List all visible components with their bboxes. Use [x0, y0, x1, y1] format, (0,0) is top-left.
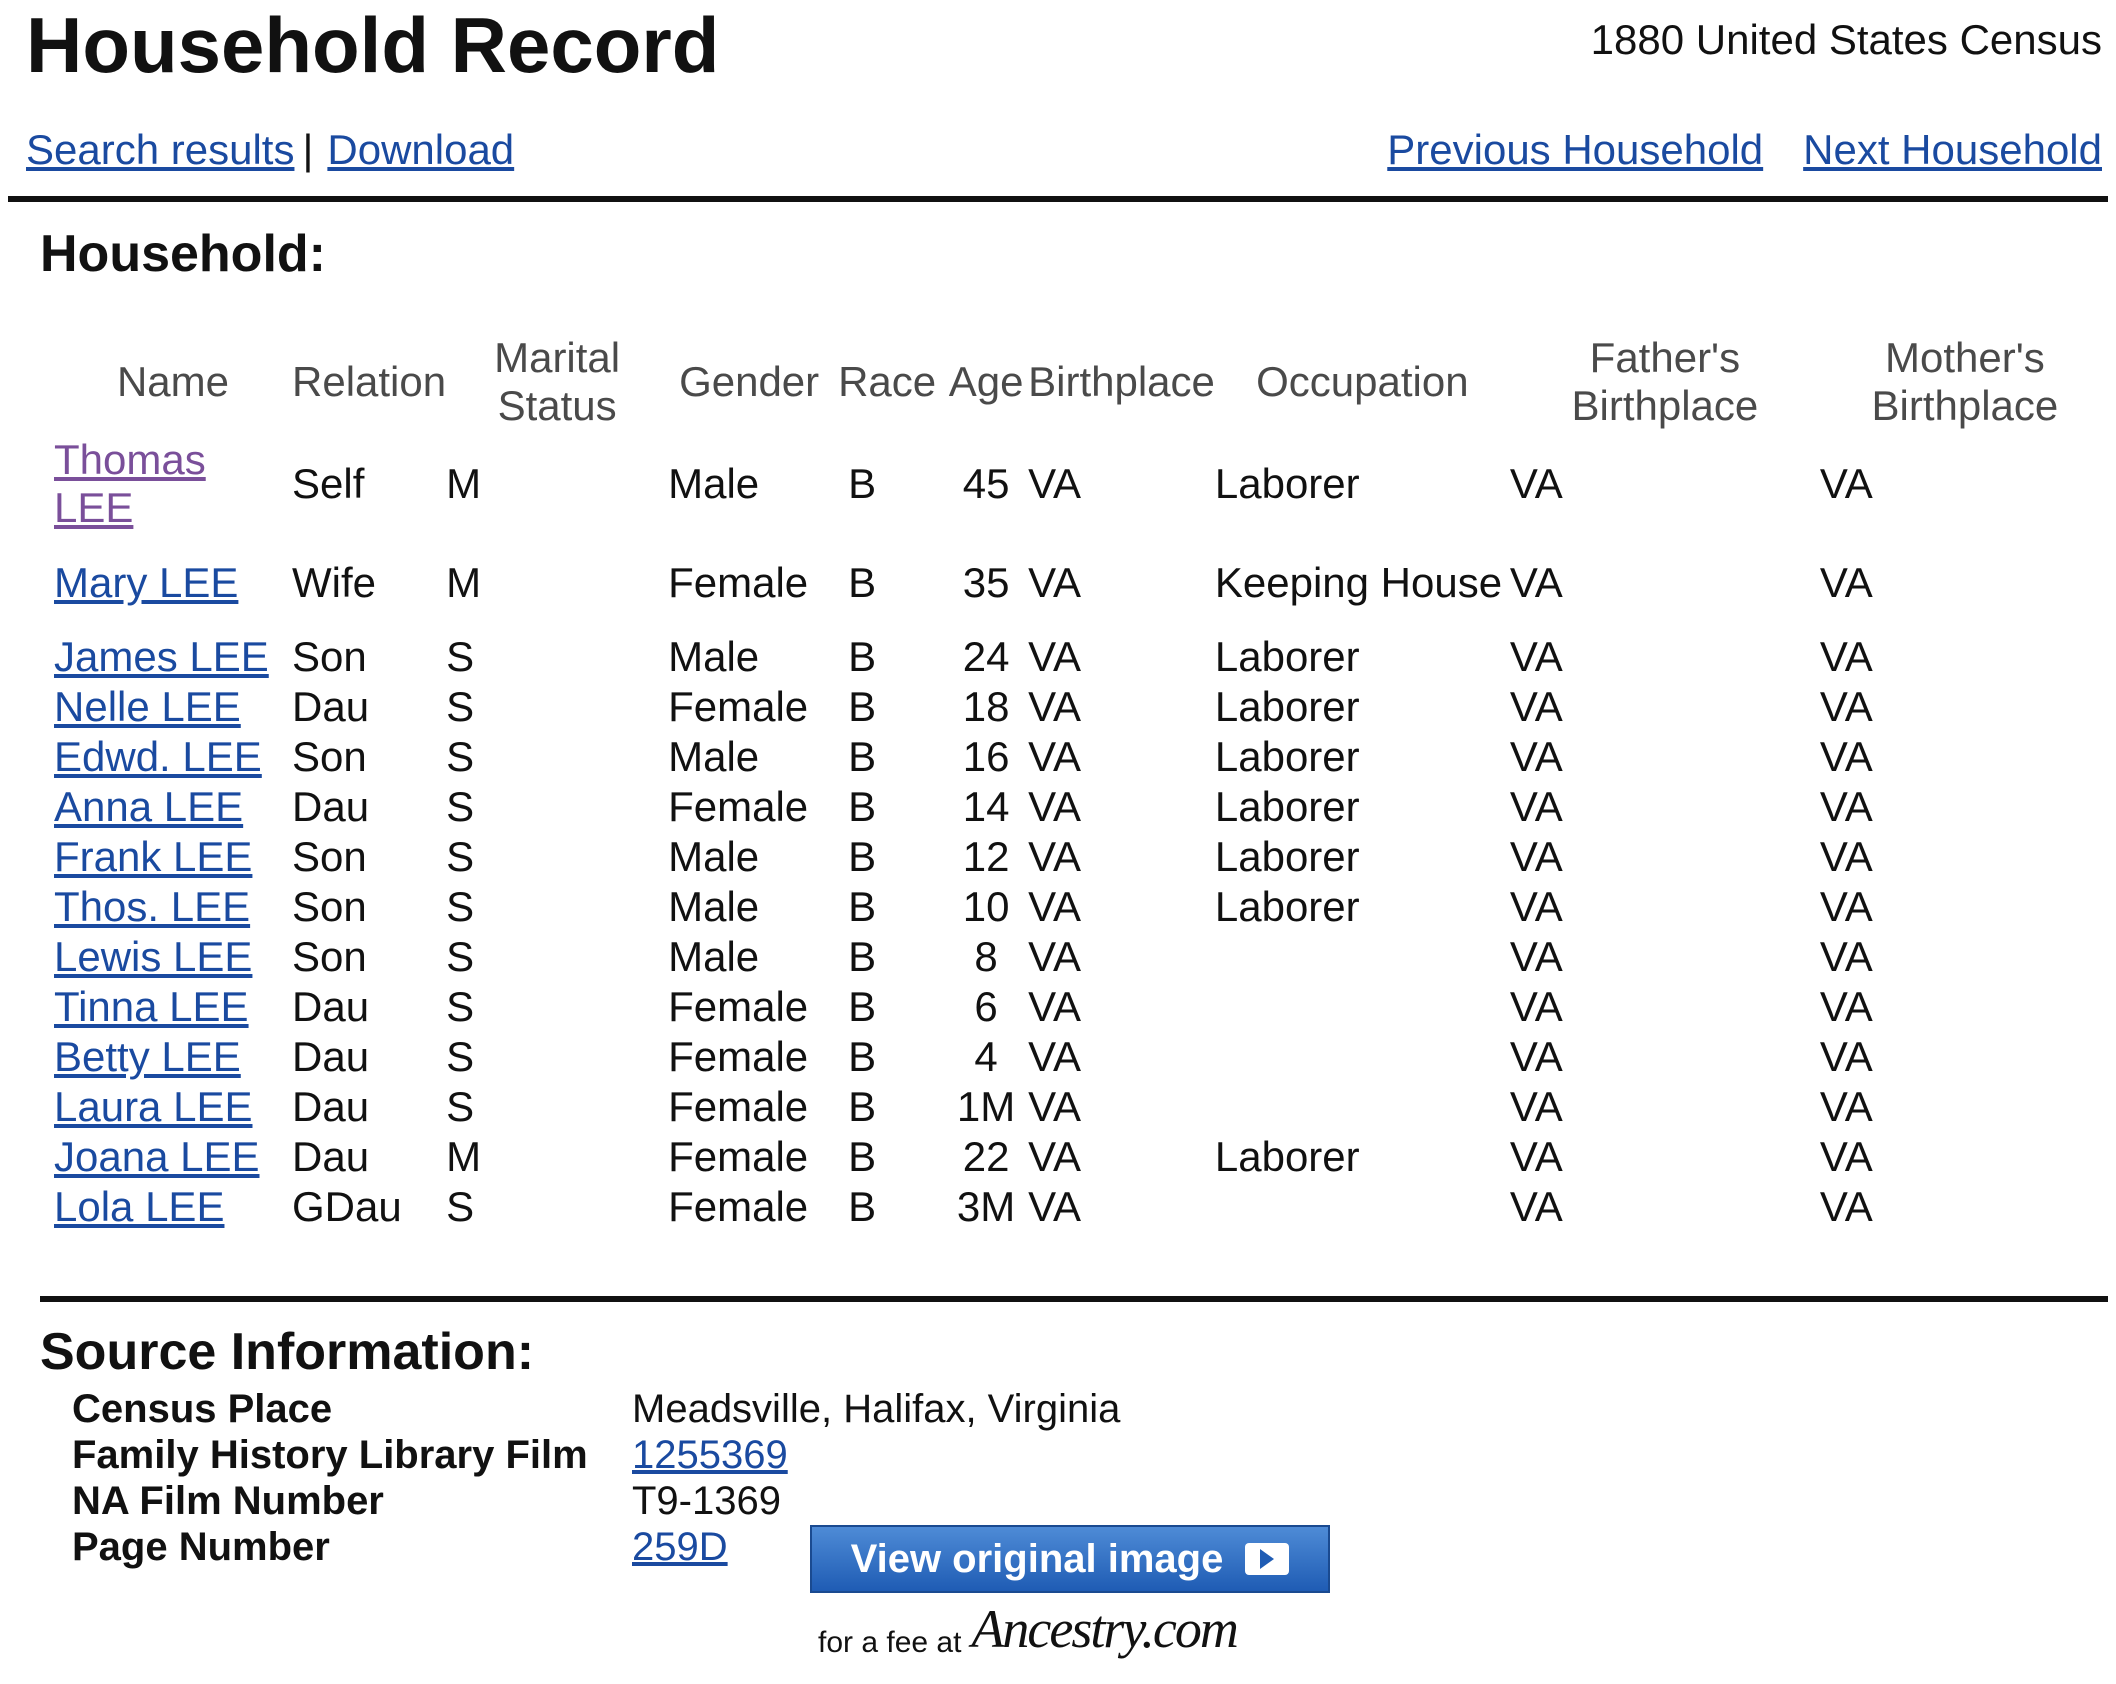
gender-cell: Male [668, 933, 760, 980]
race-cell: B [848, 983, 877, 1030]
name-cell [40, 932, 292, 982]
marital-status-cell: S [446, 733, 475, 780]
marital-status-cell: S [446, 783, 475, 830]
name-cell [40, 1082, 292, 1132]
race-cell: B [848, 1033, 877, 1080]
fhl-film-label: Family History Library Film [72, 1433, 588, 1477]
person-name-link[interactable]: Betty LEE [54, 1033, 241, 1080]
mother-birthplace-cell: VA [1819, 883, 1873, 930]
mother-birthplace-cell: VA [1819, 460, 1873, 507]
person-name-link[interactable]: Mary LEE [54, 559, 239, 606]
census-place-value: Meadsville, Halifax, Virginia [632, 1387, 1121, 1431]
col-race: Race [838, 358, 937, 405]
age-cell: 35 [962, 559, 1010, 606]
occupation-cell [1215, 932, 1510, 982]
gender-cell: Male [668, 460, 760, 507]
mother-birthplace-cell: VA [1819, 733, 1873, 780]
household-row [40, 982, 2110, 1032]
name-cell [40, 1032, 292, 1082]
view-original-image-button[interactable] [810, 1525, 1330, 1593]
age-cell: 18 [962, 683, 1010, 730]
relation-cell: Dau [292, 983, 370, 1030]
race-cell: B [848, 460, 877, 507]
name-cell [40, 1182, 292, 1232]
marital-status-cell: S [446, 1033, 475, 1080]
household-row [40, 434, 2110, 534]
household-row [40, 1182, 2110, 1232]
father-birthplace-cell: VA [1509, 460, 1563, 507]
relation-cell: Self [292, 460, 365, 507]
mother-birthplace-cell: VA [1819, 983, 1873, 1030]
household-row [40, 1132, 2110, 1182]
gender-cell: Male [668, 733, 760, 780]
name-cell [40, 782, 292, 832]
col-marital-status: Marital Status [494, 334, 621, 429]
fhl-film-link[interactable]: 1255369 [632, 1433, 788, 1477]
census-name: 1880 United States Census [1590, 16, 2102, 63]
page-number-label: Page Number [72, 1525, 330, 1569]
age-cell: 14 [962, 783, 1010, 830]
father-birthplace-cell: VA [1509, 1083, 1563, 1130]
col-gender: Gender [679, 358, 820, 405]
col-relation: Relation [292, 358, 447, 405]
mother-birthplace-cell: VA [1819, 933, 1873, 980]
occupation-cell [1215, 1032, 1510, 1082]
mother-birthplace-cell: VA [1819, 1033, 1873, 1080]
mother-birthplace-cell: VA [1819, 783, 1873, 830]
fee-text: for a fee at [818, 1626, 962, 1659]
birthplace-cell: VA [1028, 1033, 1082, 1080]
gender-cell: Female [668, 1133, 809, 1180]
relation-cell: Wife [292, 559, 376, 606]
household-row [40, 932, 2110, 982]
mother-birthplace-cell: VA [1819, 1083, 1873, 1130]
father-birthplace-cell: VA [1509, 933, 1563, 980]
marital-status-cell: S [446, 1183, 475, 1230]
na-film-value: T9-1369 [632, 1479, 781, 1523]
gender-cell: Male [668, 633, 760, 680]
household-row [40, 832, 2110, 882]
household-row [40, 1032, 2110, 1082]
age-cell: 3M [956, 1183, 1016, 1230]
source-row [72, 1432, 1120, 1478]
name-cell [40, 982, 292, 1032]
age-cell: 24 [962, 633, 1010, 680]
source-heading: Source Information: [40, 1323, 535, 1381]
nav-right [1387, 126, 2102, 174]
relation-cell: Son [292, 833, 367, 880]
col-mother-birthplace: Mother's Birthplace [1871, 334, 2059, 429]
household-row [40, 782, 2110, 832]
birthplace-cell: VA [1028, 1133, 1082, 1180]
download-link[interactable]: Download [327, 126, 515, 173]
birthplace-cell: VA [1028, 833, 1082, 880]
source-row [72, 1386, 1120, 1432]
occupation-cell: Laborer [1214, 1133, 1360, 1180]
race-cell: B [848, 633, 877, 680]
household-row [40, 632, 2110, 682]
relation-cell: Dau [292, 1083, 370, 1130]
arrow-right-icon [1245, 1543, 1289, 1575]
relation-cell: Dau [292, 1133, 370, 1180]
mother-birthplace-cell: VA [1819, 559, 1873, 606]
birthplace-cell: VA [1028, 733, 1082, 780]
race-cell: B [848, 559, 877, 606]
race-cell: B [848, 1083, 877, 1130]
mother-birthplace-cell: VA [1819, 1133, 1873, 1180]
father-birthplace-cell: VA [1509, 783, 1563, 830]
mother-birthplace-cell: VA [1819, 1183, 1873, 1230]
gender-cell: Female [668, 783, 809, 830]
marital-status-cell: S [446, 683, 475, 730]
person-name-link[interactable]: Frank LEE [54, 833, 253, 880]
occupation-cell: Laborer [1214, 460, 1360, 507]
race-cell: B [848, 733, 877, 780]
mother-birthplace-cell: VA [1819, 633, 1873, 680]
household-row [40, 1082, 2110, 1132]
mother-birthplace-cell: VA [1819, 833, 1873, 880]
household-table [40, 330, 2110, 1232]
marital-status-cell: M [446, 1133, 482, 1180]
marital-status-cell: S [446, 983, 475, 1030]
father-birthplace-cell: VA [1509, 1133, 1563, 1180]
page-title: Household Record [26, 1, 720, 89]
relation-cell: Dau [292, 1033, 370, 1080]
person-name-link[interactable]: Lewis LEE [54, 933, 253, 980]
father-birthplace-cell: VA [1509, 733, 1563, 780]
household-row [40, 682, 2110, 732]
name-cell [40, 434, 292, 534]
household-row [40, 732, 2110, 782]
census-place-label: Census Place [72, 1387, 333, 1431]
race-cell: B [848, 783, 877, 830]
name-cell [40, 732, 292, 782]
gender-cell: Male [668, 883, 760, 930]
col-age: Age [948, 358, 1024, 405]
marital-status-cell: S [446, 833, 475, 880]
view-original-image-label: View original image [850, 1536, 1224, 1581]
relation-cell: Son [292, 883, 367, 930]
age-cell: 22 [962, 1133, 1010, 1180]
relation-cell: Son [292, 933, 367, 980]
ancestry-logo[interactable]: Ancestry.com [971, 1599, 1237, 1659]
father-birthplace-cell: VA [1509, 1183, 1563, 1230]
person-name-link[interactable]: Anna LEE [54, 783, 244, 830]
occupation-cell [1215, 1182, 1510, 1232]
race-cell: B [848, 933, 877, 980]
father-birthplace-cell: VA [1509, 883, 1563, 930]
col-occupation: Occupation [1256, 358, 1469, 405]
occupation-cell: Laborer [1214, 733, 1360, 780]
gender-cell: Female [668, 1083, 809, 1130]
age-cell: 1M [956, 1083, 1016, 1130]
previous-household-link[interactable]: Previous Household [1387, 126, 1764, 173]
gender-cell: Female [668, 983, 809, 1030]
marital-status-cell: M [446, 559, 482, 606]
marital-status-cell: S [446, 933, 475, 980]
occupation-cell: Laborer [1214, 683, 1360, 730]
birthplace-cell: VA [1028, 460, 1082, 507]
top-divider [8, 196, 2108, 202]
age-cell: 10 [962, 883, 1010, 930]
name-cell [40, 1132, 292, 1182]
relation-cell: Son [292, 733, 367, 780]
father-birthplace-cell: VA [1509, 1033, 1563, 1080]
occupation-cell [1215, 982, 1510, 1032]
race-cell: B [848, 883, 877, 930]
age-cell: 6 [974, 983, 998, 1030]
marital-status-cell: S [446, 1083, 475, 1130]
birthplace-cell: VA [1028, 983, 1082, 1030]
father-birthplace-cell: VA [1509, 833, 1563, 880]
col-father-birthplace: Father's Birthplace [1571, 334, 1759, 429]
birthplace-cell: VA [1028, 559, 1082, 606]
fee-note [818, 1598, 1237, 1660]
name-cell [40, 882, 292, 932]
mother-birthplace-cell: VA [1819, 683, 1873, 730]
father-birthplace-cell: VA [1509, 683, 1563, 730]
relation-cell: Dau [292, 783, 370, 830]
age-cell: 8 [974, 933, 998, 980]
person-name-link[interactable]: James LEE [54, 633, 269, 680]
household-row [40, 534, 2110, 632]
occupation-cell: Laborer [1214, 783, 1360, 830]
age-cell: 4 [974, 1033, 998, 1080]
marital-status-cell: S [446, 633, 475, 680]
gender-cell: Female [668, 683, 809, 730]
person-name-link[interactable]: Thomas LEE [54, 436, 206, 531]
age-cell: 12 [962, 833, 1010, 880]
gender-cell: Male [668, 833, 760, 880]
occupation-cell: Laborer [1214, 833, 1360, 880]
col-name: Name [116, 358, 230, 405]
race-cell: B [848, 683, 877, 730]
person-name-link[interactable]: Laura LEE [54, 1083, 253, 1130]
source-row [72, 1478, 1120, 1524]
person-name-link[interactable]: Nelle LEE [54, 683, 241, 730]
occupation-cell: Keeping House [1214, 559, 1503, 606]
birthplace-cell: VA [1028, 633, 1082, 680]
birthplace-cell: VA [1028, 783, 1082, 830]
occupation-cell [1215, 1082, 1510, 1132]
birthplace-cell: VA [1028, 1083, 1082, 1130]
person-name-link[interactable]: Edwd. LEE [54, 733, 262, 780]
source-divider [40, 1296, 2108, 1302]
person-name-link[interactable]: Lola LEE [54, 1183, 225, 1230]
person-name-link[interactable]: Joana LEE [54, 1133, 260, 1180]
age-cell: 45 [962, 460, 1010, 507]
marital-status-cell: M [446, 460, 482, 507]
occupation-cell: Laborer [1214, 633, 1360, 680]
name-cell [40, 832, 292, 882]
name-cell [40, 682, 292, 732]
relation-cell: Dau [292, 683, 370, 730]
gender-cell: Female [668, 1183, 809, 1230]
father-birthplace-cell: VA [1509, 559, 1563, 606]
birthplace-cell: VA [1028, 933, 1082, 980]
nav-separator: | [302, 126, 314, 173]
page-number-link[interactable]: 259D [632, 1525, 728, 1569]
birthplace-cell: VA [1028, 883, 1082, 930]
person-name-link[interactable]: Thos. LEE [54, 883, 251, 930]
nav-left [26, 126, 514, 174]
person-name-link[interactable]: Tinna LEE [54, 983, 249, 1030]
household-header-row [40, 330, 2110, 434]
gender-cell: Female [668, 1033, 809, 1080]
race-cell: B [848, 833, 877, 880]
household-heading: Household: [40, 225, 326, 283]
household-row [40, 882, 2110, 932]
name-cell [40, 632, 292, 682]
age-cell: 16 [962, 733, 1010, 780]
race-cell: B [848, 1133, 877, 1180]
name-cell [40, 534, 292, 632]
father-birthplace-cell: VA [1509, 983, 1563, 1030]
race-cell: B [848, 1183, 877, 1230]
father-birthplace-cell: VA [1509, 633, 1563, 680]
search-results-link[interactable]: Search results [26, 126, 295, 173]
next-household-link[interactable]: Next Household [1803, 126, 2102, 173]
relation-cell: GDau [292, 1183, 402, 1230]
birthplace-cell: VA [1028, 1183, 1082, 1230]
birthplace-cell: VA [1028, 683, 1082, 730]
col-birthplace: Birthplace [1028, 358, 1215, 405]
marital-status-cell: S [446, 883, 475, 930]
relation-cell: Son [292, 633, 367, 680]
gender-cell: Female [668, 559, 809, 606]
occupation-cell: Laborer [1214, 883, 1360, 930]
na-film-label: NA Film Number [72, 1479, 384, 1523]
